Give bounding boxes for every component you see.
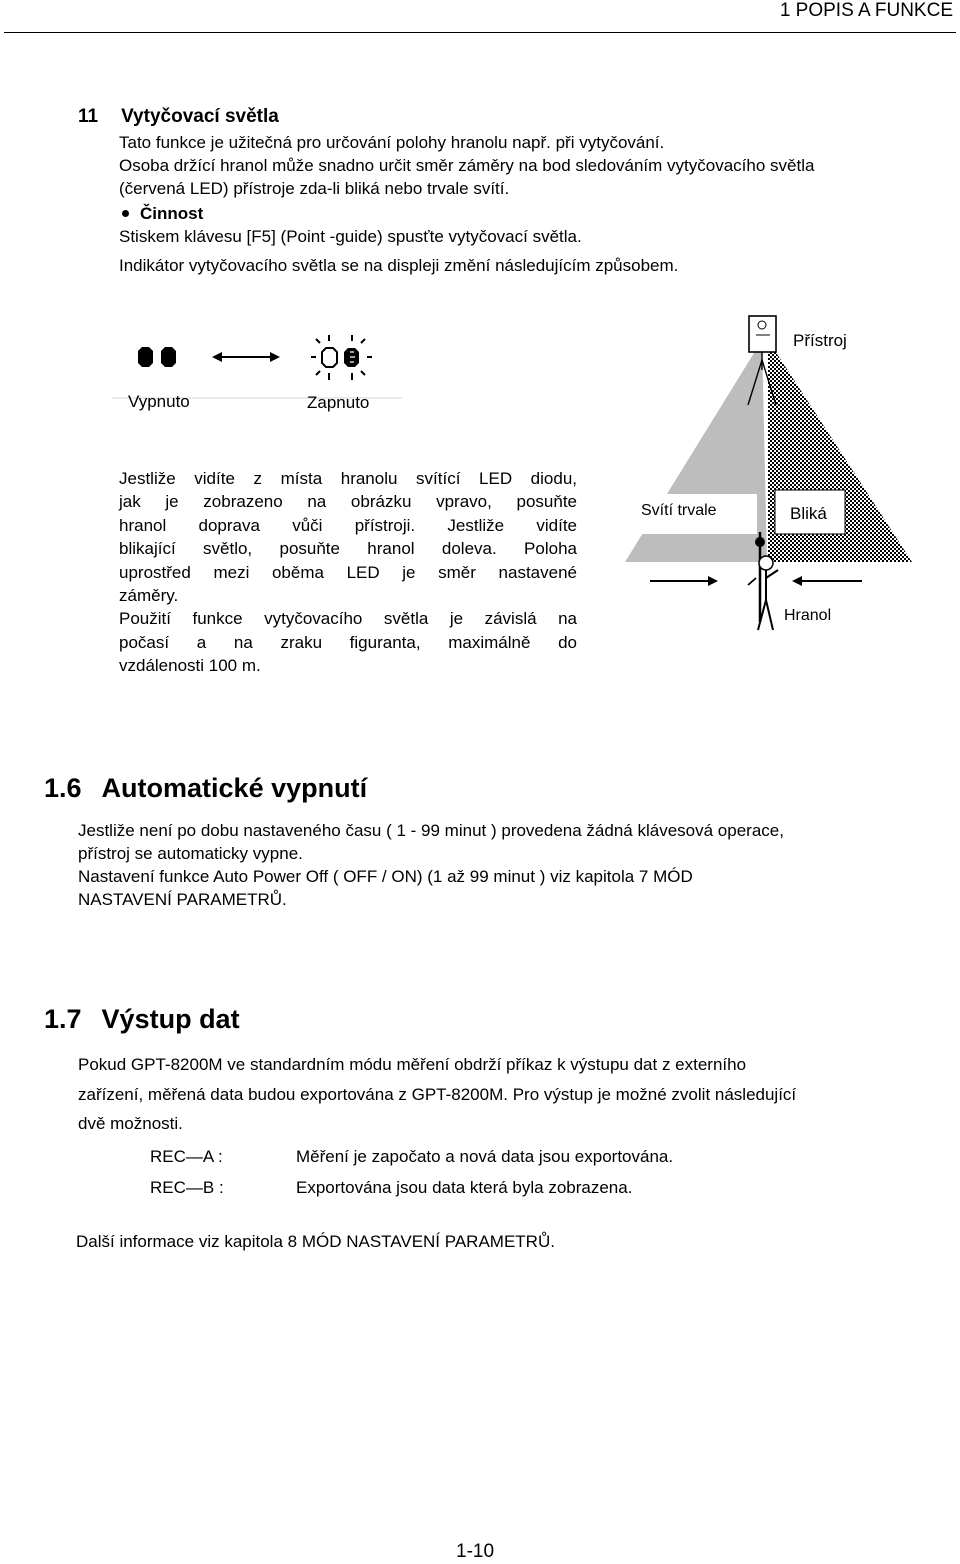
operation-line: Indikátor vytyčovacího světla se na displeji změní následujícím způsobem. bbox=[119, 256, 679, 275]
rec-b-key: REC—B : bbox=[150, 1178, 224, 1197]
body-line: Jestliže není po dobu nastaveného času ( 1 - 99 minut ) provedena žádná klávesová operace, bbox=[78, 821, 784, 840]
intro-line: (červená LED) přístroje zda-li bliká nebo trvale svítí. bbox=[119, 179, 510, 198]
led-off-icon bbox=[138, 347, 176, 367]
description-line: hranol doprava vůči přístroji. Jestliže vidíte bbox=[119, 515, 577, 535]
move-right-arrow-icon bbox=[650, 576, 718, 586]
section-16-number: 1.6 bbox=[44, 773, 82, 803]
prism-label: Hranol bbox=[784, 607, 832, 624]
body-line: zařízení, měřená data budou exportována z GPT-8200M. Pro výstup je možné zvolit následující bbox=[78, 1084, 797, 1104]
section-11-intro bbox=[119, 131, 814, 200]
section-16-heading bbox=[44, 773, 367, 804]
led-on-icon bbox=[311, 335, 372, 380]
more-info-text: Další informace viz kapitola 8 MÓD NASTAVENÍ PARAMETRŮ. bbox=[76, 1232, 555, 1251]
description-line: Použití funkce vytyčovacího světla je závislá na bbox=[119, 609, 577, 629]
section-17-heading bbox=[44, 1004, 240, 1035]
section-16-body bbox=[78, 819, 784, 911]
body-line: přístroj se automaticky vypne. bbox=[78, 844, 303, 863]
description-line: počasí a na zraku figuranta, maximálně do bbox=[119, 632, 577, 652]
body-line: NASTAVENÍ PARAMETRŮ. bbox=[78, 890, 287, 909]
description-line: Jestliže vidíte z místa hranolu svítící LED diodu, bbox=[119, 469, 577, 488]
body-line: dvě možnosti. bbox=[78, 1114, 183, 1133]
rec-a-key: REC—A : bbox=[150, 1147, 223, 1166]
steady-light-label: Svítí trvale bbox=[641, 502, 717, 519]
operation-heading: Činnost bbox=[140, 204, 204, 223]
instrument-label: Přístroj bbox=[793, 331, 847, 350]
indicator-off-label: Vypnuto bbox=[128, 392, 190, 411]
description-line: uprostřed mezi oběma LED je směr nastavené bbox=[119, 562, 577, 582]
description-line: blikající světlo, posuňte hranol doleva. Poloha bbox=[119, 539, 577, 559]
description-line: záměry. bbox=[119, 586, 179, 606]
intro-line: Osoba držící hranol může snadno určit směr záměry na bod sledováním vytyčovacího světla bbox=[119, 156, 815, 175]
description-line: jak je zobrazeno na obrázku vpravo, posuňte bbox=[119, 492, 577, 512]
section-11-heading bbox=[78, 106, 279, 128]
section-17-number: 1.7 bbox=[44, 1004, 82, 1034]
guide-light-diagram bbox=[620, 310, 920, 640]
section-11-number: 11 bbox=[78, 106, 99, 127]
blink-light-label: Bliká bbox=[790, 504, 827, 523]
operation-line: Stiskem klávesu [F5] (Point -guide) spusťte vytyčovací světla. bbox=[119, 227, 582, 246]
section-11-title: Vytyčovací světla bbox=[121, 106, 279, 127]
bullet-icon bbox=[122, 210, 129, 217]
page-header-title: 1 POPIS A FUNKCE bbox=[779, 0, 953, 21]
body-line: Nastavení funkce Auto Power Off ( OFF / ON) (1 až 99 minut ) viz kapitola 7 MÓD bbox=[78, 867, 693, 886]
header-rule bbox=[4, 32, 956, 33]
section-11-description bbox=[119, 467, 577, 678]
page-number: 1-10 bbox=[456, 1541, 495, 1562]
rec-b-description: Exportována jsou data která byla zobrazena. bbox=[296, 1178, 633, 1197]
description-line: vzdálenosti 100 m. bbox=[119, 656, 261, 676]
section-17-title: Výstup dat bbox=[101, 1004, 240, 1034]
double-arrow-icon bbox=[212, 352, 280, 362]
body-line: Pokud GPT-8200M ve standardním módu měření obdrží příkaz k výstupu dat z externího bbox=[78, 1055, 747, 1074]
rec-a-description: Měření je započato a nová data jsou exportována. bbox=[296, 1147, 674, 1166]
section-17-body bbox=[78, 1050, 796, 1139]
indicator-on-label: Zapnuto bbox=[307, 393, 370, 412]
intro-line: Tato funkce je užitečná pro určování polohy hranolu např. při vytyčování. bbox=[119, 133, 665, 152]
move-left-arrow-icon bbox=[792, 576, 862, 586]
section-16-title: Automatické vypnutí bbox=[101, 773, 368, 803]
